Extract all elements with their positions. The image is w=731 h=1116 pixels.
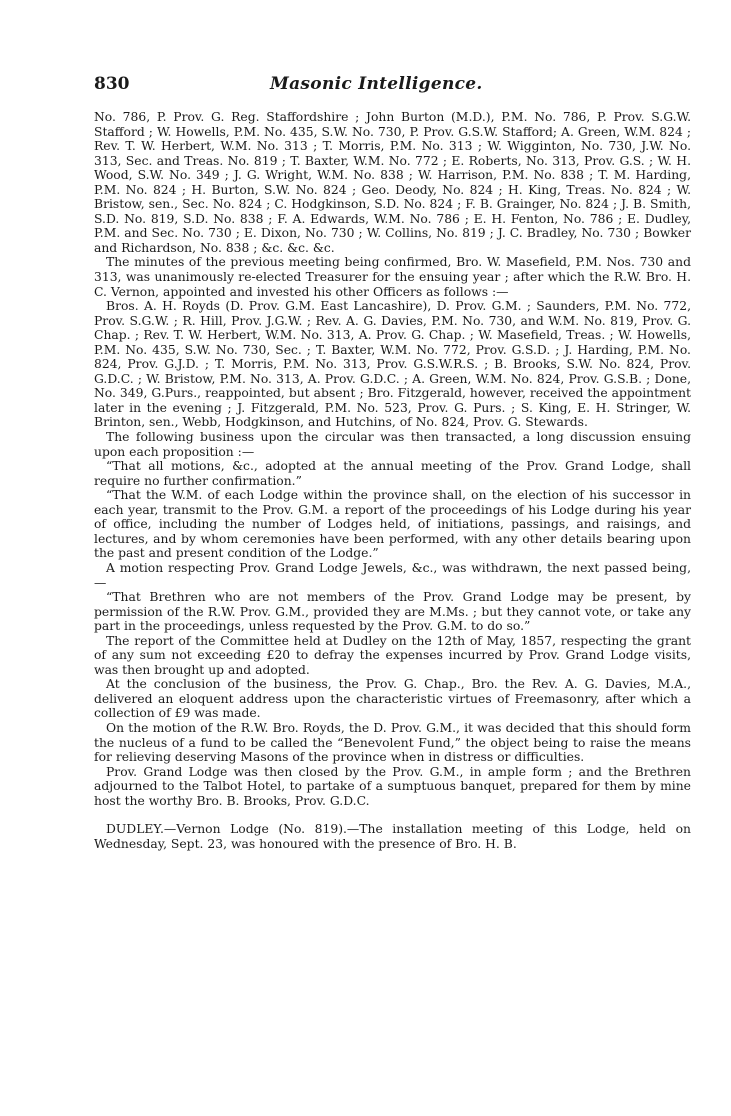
- paragraph: On the motion of the R.W. Bro. Royds, the D. Prov. G.M., it was decided that this should form the nucleus of a fund to be called the “Benevolent Fund,” the object being to raise the means for relieving deserving Masons of the province when in distress or difficulties.: [94, 720, 691, 765]
- paragraph: “That Brethren who are not members of the Prov. Grand Lodge may be present, by permission of the R.W. Prov. G.M., provided they are M.Ms. ; but they cannot vote, or take any part in the proceedings, unless requested by the Prov. G.M. to do so.”: [94, 590, 691, 634]
- article-body: [94, 110, 691, 851]
- page-number: 830: [94, 74, 130, 94]
- paragraph: The minutes of the previous meeting being confirmed, Bro. W. Masefield, P.M. Nos. 730 and 313, was unanimously re-elected Treasurer for the ensuing year ; after which the R.W. Bro. H. C. Vernon, appointed and invested his other Officers as follows :—: [94, 255, 691, 299]
- paragraph: The report of the Committee held at Dudley on the 12th of May, 1857, respecting the grant of any sum not exceeding £20 to defray the expenses incurred by Prov. Grand Lodge visits, was then brought up and adopted.: [94, 633, 691, 677]
- paragraph: DUDLEY.—Vernon Lodge (No. 819).—The installation meeting of this Lodge, held on Wednesday, Sept. 23, was honoured with the presence of Bro. H. B.: [94, 822, 691, 851]
- paragraph: Bros. A. H. Royds (D. Prov. G.M. East Lancashire), D. Prov. G.M. ; Saunders, P.M. No. 772, Prov. S.G.W. ; R. Hill, Prov. J.G.W. ; Rev. A. G. Davies, P.M. No. 730, and W.M. No. 819, Prov. G. Chap. ; Rev. T. W. Herbert, W.M. No. 313, A. Prov. G. Chap. ; W. Masefield, Treas. ; W. Howells, P.M. No. 435, S.W. No. 730, Sec. ; T. Baxter, W.M. No. 772, Prov. G.S.D. ; J. Harding, P.M. No. 824, Prov. G.J.D. ; T. Morris, P.M. No. 313, Prov. G.S.W.R.S. ; B. Brooks, S.W. No. 824, Prov. G.D.C. ; W. Bristow, P.M. No. 313, A. Prov. G.D.C. ; A. Green, W.M. No. 824, Prov. G.S.B. ; Done, No. 349, G.Purs., reappointed, but absent ; Bro. Fitzgerald, however, received the appointment later in the evening ; J. Fitzgerald, P.M. No. 523, Prov. G. Purs. ; S. King, E. H. Stringer, W. Brinton, sen., Webb, Hodgkinson, and Hutchins, of No. 824, Prov. G. Stewards.: [94, 299, 691, 430]
- paragraph: Prov. Grand Lodge was then closed by the Prov. G.M., in ample form ; and the Brethren adjourned to the Talbot Hotel, to partake of a sumptuous banquet, prepared for them by mine host the worthy Bro. B. Brooks, Prov. G.D.C.: [94, 764, 691, 808]
- paragraph: “That all motions, &c., adopted at the annual meeting of the Prov. Grand Lodge, shall require no further confirmation.”: [94, 459, 691, 488]
- paragraph: At the conclusion of the business, the Prov. G. Chap., Bro. the Rev. A. G. Davies, M.A., delivered an eloquent address upon the characteristic virtues of Freemasonry, after which a collection of £9 was made.: [94, 677, 691, 721]
- paragraph: The following business upon the circular was then transacted, a long discussion ensuing upon each proposition :—: [94, 430, 691, 459]
- page-header: [94, 74, 691, 104]
- paragraph: “That the W.M. of each Lodge within the province shall, on the election of his successor in each year, transmit to the Prov. G.M. a report of the proceedings of his Lodge during his year of office, including the number of Lodges held, of initiations, passings, and raisings, and lectures, and by whom ceremonies have been performed, with any other details bearing upon the past and present condition of the Lodge.”: [94, 488, 691, 561]
- paragraph: No. 786, P. Prov. G. Reg. Staffordshire ; John Burton (M.D.), P.M. No. 786, P. Prov. S.G.W. Stafford ; W. Howells, P.M. No. 435, S.W. No. 730, P. Prov. G.S.W. Stafford; A. Green, W.M. 824 ; Rev. T. W. Herbert, W.M. No. 313 ; T. Morris, P.M. No. 313 ; W. Wigginton, No. 730, J.W. No. 313, Sec. and Treas. No. 819 ; T. Baxter, W.M. No. 772 ; E. Roberts, No. 313, Prov. G.S. ; W. H. Wood, S.W. No. 349 ; J. G. Wright, W.M. No. 838 ; W. Harrison, P.M. No. 838 ; T. M. Harding, P.M. No. 824 ; H. Burton, S.W. No. 824 ; Geo. Deody, No. 824 ; H. King, Treas. No. 824 ; W. Bristow, sen., Sec. No. 824 ; C. Hodgkinson, S.D. No. 824 ; F. B. Grainger, No. 824 ; J. B. Smith, S.D. No. 819, S.D. No. 838 ; F. A. Edwards, W.M. No. 786 ; E. H. Fenton, No. 786 ; E. Dudley, P.M. and Sec. No. 730 ; E. Dixon, No. 730 ; W. Collins, No. 819 ; J. C. Bradley, No. 730 ; Bowker and Richardson, No. 838 ; &c. &c. &c.: [94, 110, 691, 255]
- running-title: Masonic Intelligence.: [270, 74, 483, 94]
- paragraph: A motion respecting Prov. Grand Lodge Jewels, &c., was withdrawn, the next passed being,—: [94, 560, 691, 590]
